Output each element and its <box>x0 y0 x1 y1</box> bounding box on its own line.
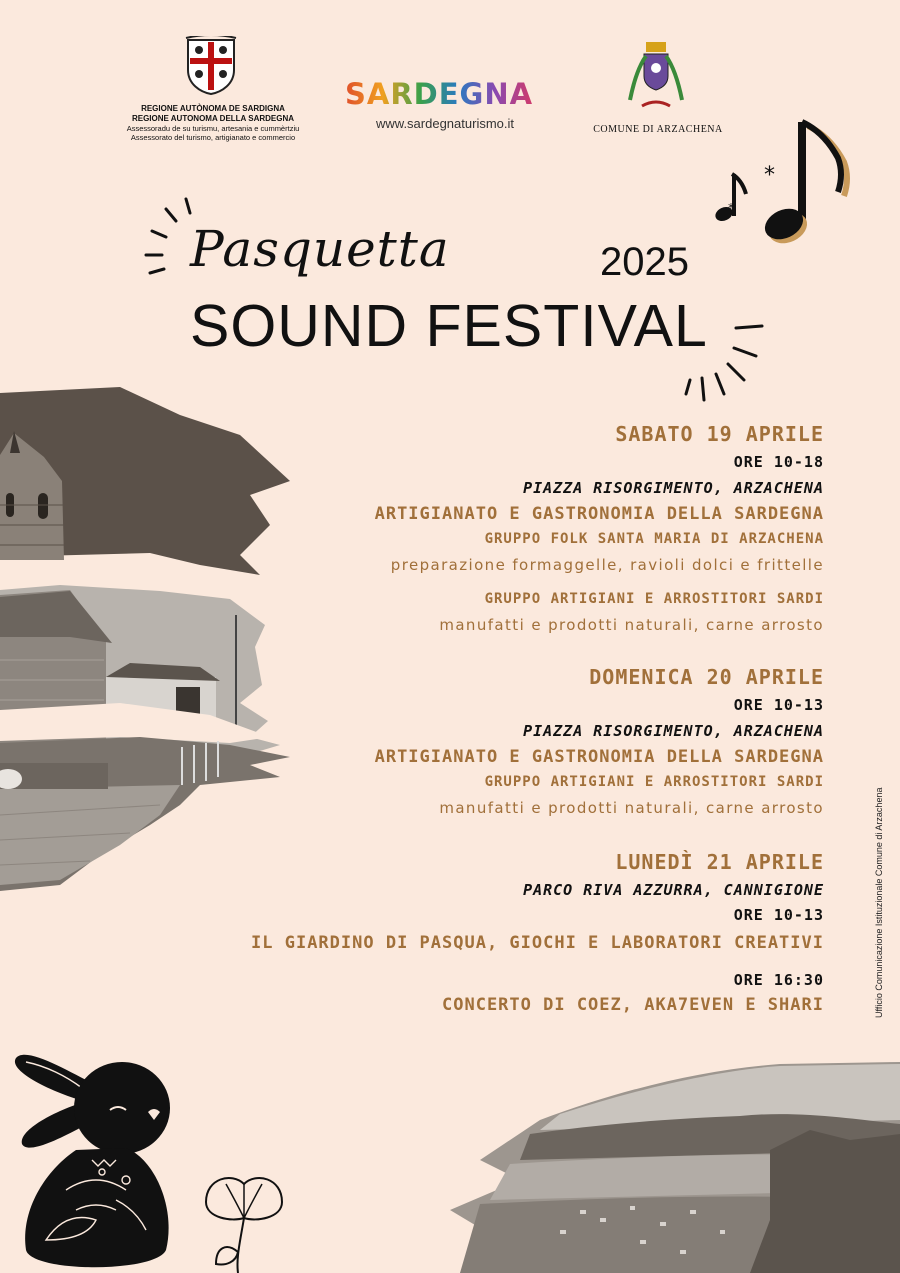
regione-text <box>108 104 318 142</box>
sardegna-logo-text: SARDEGNA <box>345 77 534 110</box>
d3-time1: ORE 10-13 <box>733 906 824 924</box>
rabbit-illustration-icon <box>6 1040 186 1273</box>
d2-place: PIAZZA RISORGIMENTO, ARZACHENA <box>523 722 824 740</box>
day-saturday: SABATO 19 APRILE <box>615 422 824 446</box>
assessorato-sardinian: Assessoradu de su turismu, artesania e cummèrtziu <box>126 124 300 133</box>
d1-group-artigiani: GRUPPO ARTIGIANI E ARROSTITORI SARDI <box>484 591 824 607</box>
d2-time: ORE 10-13 <box>733 696 824 714</box>
regione-crest-icon <box>184 36 238 96</box>
credit-text <box>870 760 886 1020</box>
day-sunday: DOMENICA 20 APRILE <box>589 665 824 689</box>
title-year: 2025 <box>600 240 689 284</box>
d1-group-folk: GRUPPO FOLK SANTA MARIA DI ARZACHENA <box>484 531 824 547</box>
d2-headline: ARTIGIANATO E GASTRONOMIA DELLA SARDEGNA <box>374 747 824 767</box>
comune-name: COMUNE DI ARZACHENA <box>593 124 723 135</box>
region-name-italian: REGIONE AUTONOMA DELLA SARDEGNA <box>131 114 295 123</box>
website-link[interactable]: www.sardegnaturismo.it <box>376 116 514 131</box>
church-photo-collage <box>0 385 300 895</box>
coast-landscape-photo <box>440 1060 900 1273</box>
d3-time2: ORE 16:30 <box>733 971 824 989</box>
d3-event1: IL GIARDINO DI PASQUA, GIOCHI E LABORATORI CREATIVI <box>251 933 824 953</box>
d2-desc: manufatti e prodotti naturali, carne arrosto <box>439 799 824 817</box>
svg-text:*: * <box>728 201 734 215</box>
d1-desc-artigiani: manufatti e prodotti naturali, carne arrosto <box>439 616 824 634</box>
title-pasquetta: Pasquetta <box>190 220 450 278</box>
music-notes-icon <box>690 110 860 260</box>
title-sound-festival: SOUND FESTIVAL <box>190 293 708 359</box>
d2-group: GRUPPO ARTIGIANI E ARROSTITORI SARDI <box>484 774 824 790</box>
region-name-sardinian: REGIONE AUTÒNOMA DE SARDIGNA <box>141 104 285 113</box>
d3-event2: CONCERTO DI COEZ, AKA7EVEN E SHARI <box>442 995 824 1015</box>
sardegna-logo <box>345 76 547 110</box>
comune-arms-icon <box>624 40 688 118</box>
flower-outline-icon <box>196 1172 292 1273</box>
assessorato-italian: Assessorato del turismo, artigianato e commercio <box>130 133 296 142</box>
day-monday: LUNEDÌ 21 APRILE <box>615 850 824 874</box>
d3-place: PARCO RIVA AZZURRA, CANNIGIONE <box>523 881 824 899</box>
d1-headline: ARTIGIANATO E GASTRONOMIA DELLA SARDEGNA <box>374 504 824 524</box>
d1-desc-folk: preparazione formaggelle, ravioli dolci e frittelle <box>390 556 824 574</box>
svg-text:*: * <box>764 163 775 188</box>
d1-time: ORE 10-18 <box>733 453 824 471</box>
credit-label: Ufficio Comunicazione Istituzionale Comune di Arzachena <box>874 787 884 1018</box>
d1-place: PIAZZA RISORGIMENTO, ARZACHENA <box>523 479 824 497</box>
